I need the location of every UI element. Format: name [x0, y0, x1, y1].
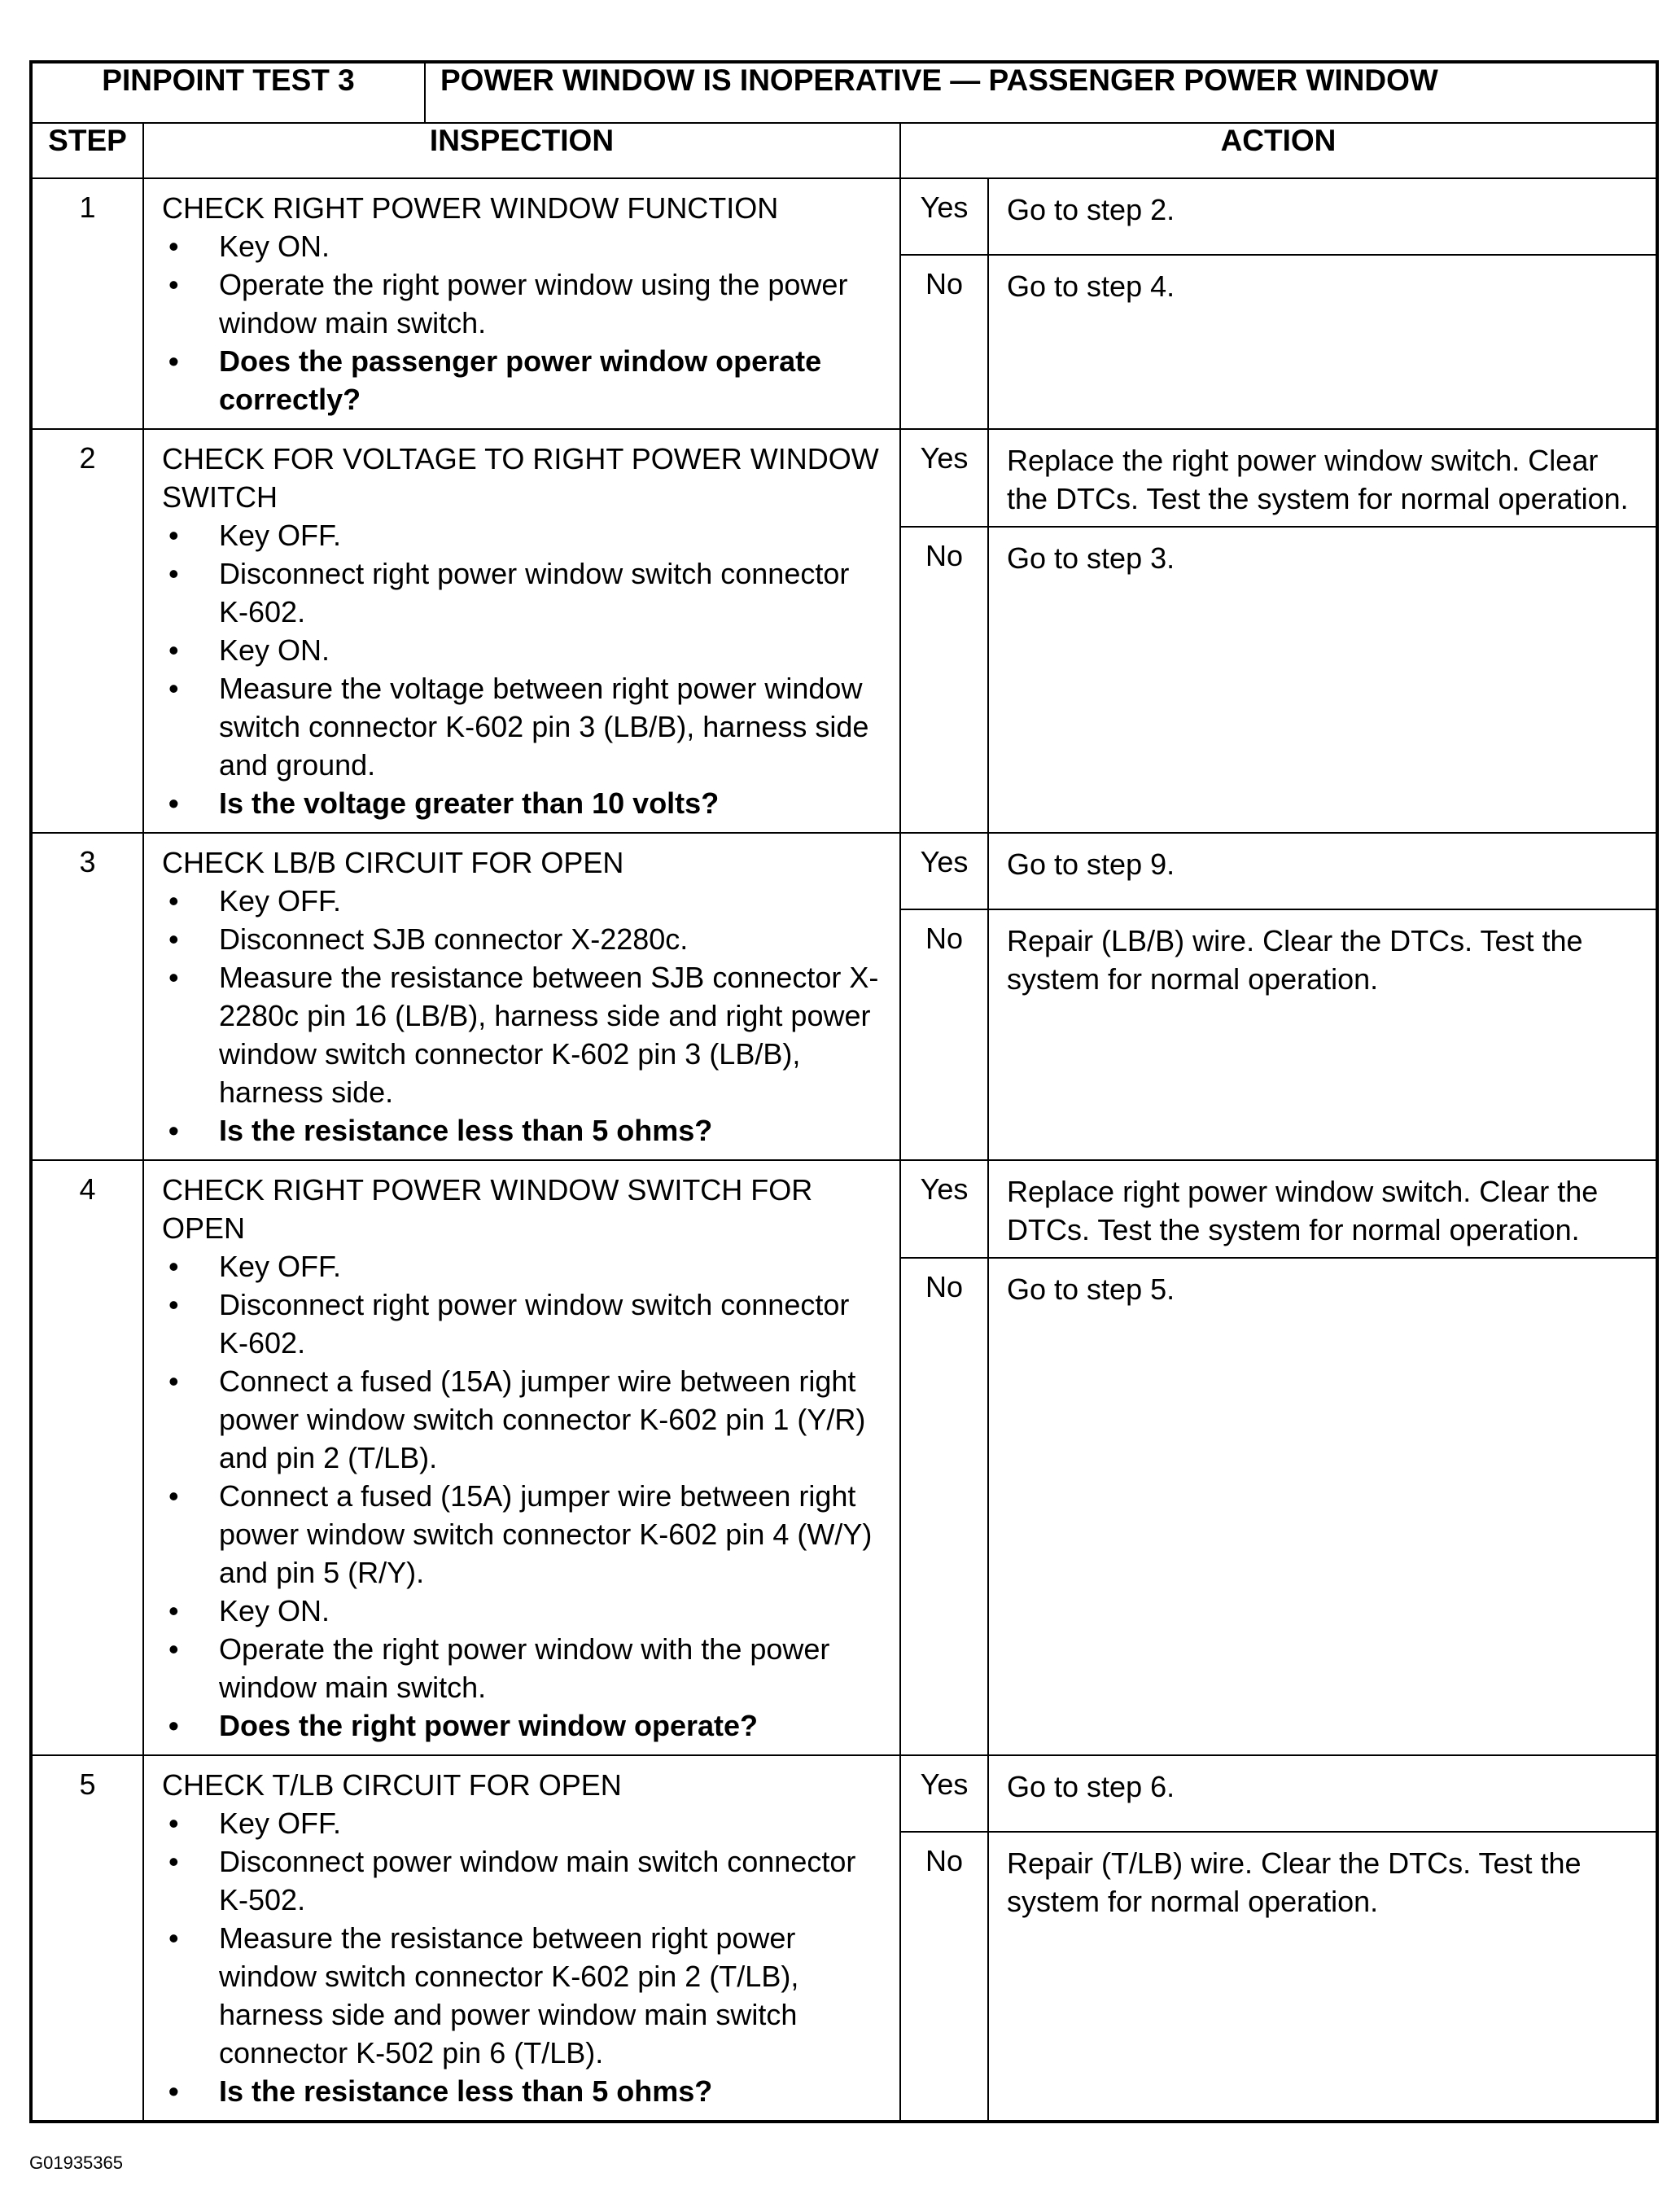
step-inspection: [143, 1755, 900, 2122]
no-label: No: [900, 1832, 988, 2122]
column-header-inspection: INSPECTION: [143, 123, 900, 178]
step-inspection: [143, 833, 900, 1160]
no-action: Go to step 3.: [988, 527, 1657, 833]
column-header-step: STEP: [31, 123, 143, 178]
yes-label: Yes: [900, 1755, 988, 1832]
table-title-row: [31, 62, 1657, 123]
step-number: 3: [31, 833, 143, 1160]
step-bullet: • Measure the voltage between right power window switch connector K-602 pin 3 (LB/B), harness side and ground.: [162, 669, 885, 784]
column-header-row: [31, 123, 1657, 178]
no-label: No: [900, 255, 988, 429]
step-bullet: • Key OFF.: [162, 1804, 885, 1842]
step-question: • Does the passenger power window operate correctly?: [162, 342, 885, 418]
step-bullet: • Connect a fused (15A) jumper wire between right power window switch connector K-602 pin 1 (Y/R) and pin 2 (T/LB).: [162, 1362, 885, 1477]
yes-action: Replace right power window switch. Clear the DTCs. Test the system for normal operation.: [988, 1160, 1657, 1258]
yes-label: Yes: [900, 833, 988, 909]
step-bullet-list: [162, 227, 885, 418]
step-row: [31, 1160, 1657, 1258]
step-bullet-list: [162, 1804, 885, 2110]
step-bullet: • Operate the right power window using the power window main switch.: [162, 265, 885, 342]
step-heading: CHECK T/LB CIRCUIT FOR OPEN: [162, 1768, 622, 1802]
yes-action: Go to step 6.: [988, 1755, 1657, 1832]
column-header-action: ACTION: [900, 123, 1657, 178]
step-bullet: • Key OFF.: [162, 516, 885, 554]
step-number: 2: [31, 429, 143, 833]
step-bullet: • Key OFF.: [162, 882, 885, 920]
no-action: Repair (LB/B) wire. Clear the DTCs. Test the system for normal operation.: [988, 909, 1657, 1160]
pinpoint-test-table: [29, 60, 1659, 2123]
step-question: • Is the voltage greater than 10 volts?: [162, 784, 885, 822]
step-number: 1: [31, 178, 143, 429]
step-bullet-list: [162, 882, 885, 1150]
step-bullet: • Disconnect right power window switch connector K-602.: [162, 1286, 885, 1362]
step-inspection: [143, 429, 900, 833]
step-inspection: [143, 178, 900, 429]
step-bullet-list: [162, 1247, 885, 1745]
yes-label: Yes: [900, 1160, 988, 1258]
no-action: Repair (T/LB) wire. Clear the DTCs. Test the system for normal operation.: [988, 1832, 1657, 2122]
step-bullet: • Measure the resistance between SJB connector X-2280c pin 16 (LB/B), harness side and right power window switch connector K-602 pin 3 (LB/B), harness side.: [162, 958, 885, 1111]
step-heading: CHECK RIGHT POWER WINDOW SWITCH FOR OPEN: [162, 1173, 813, 1245]
yes-action: Go to step 2.: [988, 178, 1657, 255]
yes-label: Yes: [900, 178, 988, 255]
step-question: • Does the right power window operate?: [162, 1706, 885, 1745]
pinpoint-test-label: PINPOINT TEST 3: [31, 62, 425, 123]
step-row: [31, 1755, 1657, 1832]
step-bullet: • Key ON.: [162, 227, 885, 265]
step-inspection: [143, 1160, 900, 1755]
step-bullet: • Connect a fused (15A) jumper wire between right power window switch connector K-602 pin 4 (W/Y) and pin 5 (R/Y).: [162, 1477, 885, 1592]
yes-action: Replace the right power window switch. Clear the DTCs. Test the system for normal operation.: [988, 429, 1657, 527]
step-bullet: • Key OFF.: [162, 1247, 885, 1286]
no-action: Go to step 5.: [988, 1258, 1657, 1755]
step-question: • Is the resistance less than 5 ohms?: [162, 1111, 885, 1150]
no-label: No: [900, 909, 988, 1160]
yes-label: Yes: [900, 429, 988, 527]
step-heading: CHECK RIGHT POWER WINDOW FUNCTION: [162, 191, 779, 225]
step-bullet: • Disconnect power window main switch connector K-502.: [162, 1842, 885, 1919]
step-row: [31, 178, 1657, 255]
pinpoint-test-sheet: [29, 60, 1656, 2123]
step-row: [31, 429, 1657, 527]
step-question: • Is the resistance less than 5 ohms?: [162, 2072, 885, 2110]
step-bullet: • Disconnect right power window switch connector K-602.: [162, 554, 885, 631]
step-row: [31, 833, 1657, 909]
no-action: Go to step 4.: [988, 255, 1657, 429]
figure-reference-id: G01935365: [29, 2153, 123, 2173]
step-bullet-list: [162, 516, 885, 822]
step-heading: CHECK LB/B CIRCUIT FOR OPEN: [162, 846, 624, 879]
no-label: No: [900, 1258, 988, 1755]
step-heading: CHECK FOR VOLTAGE TO RIGHT POWER WINDOW SWITCH: [162, 442, 879, 514]
step-number: 5: [31, 1755, 143, 2122]
step-bullet: • Measure the resistance between right power window switch connector K-602 pin 2 (T/LB), harness side and power window main switch connector K-502 pin 6 (T/LB).: [162, 1919, 885, 2072]
no-label: No: [900, 527, 988, 833]
yes-action: Go to step 9.: [988, 833, 1657, 909]
step-bullet: • Operate the right power window with the power window main switch.: [162, 1630, 885, 1706]
step-number: 4: [31, 1160, 143, 1755]
step-bullet: • Key ON.: [162, 631, 885, 669]
step-bullet: • Key ON.: [162, 1592, 885, 1630]
step-bullet: • Disconnect SJB connector X-2280c.: [162, 920, 885, 958]
pinpoint-test-title: POWER WINDOW IS INOPERATIVE — PASSENGER POWER WINDOW: [425, 62, 1657, 123]
